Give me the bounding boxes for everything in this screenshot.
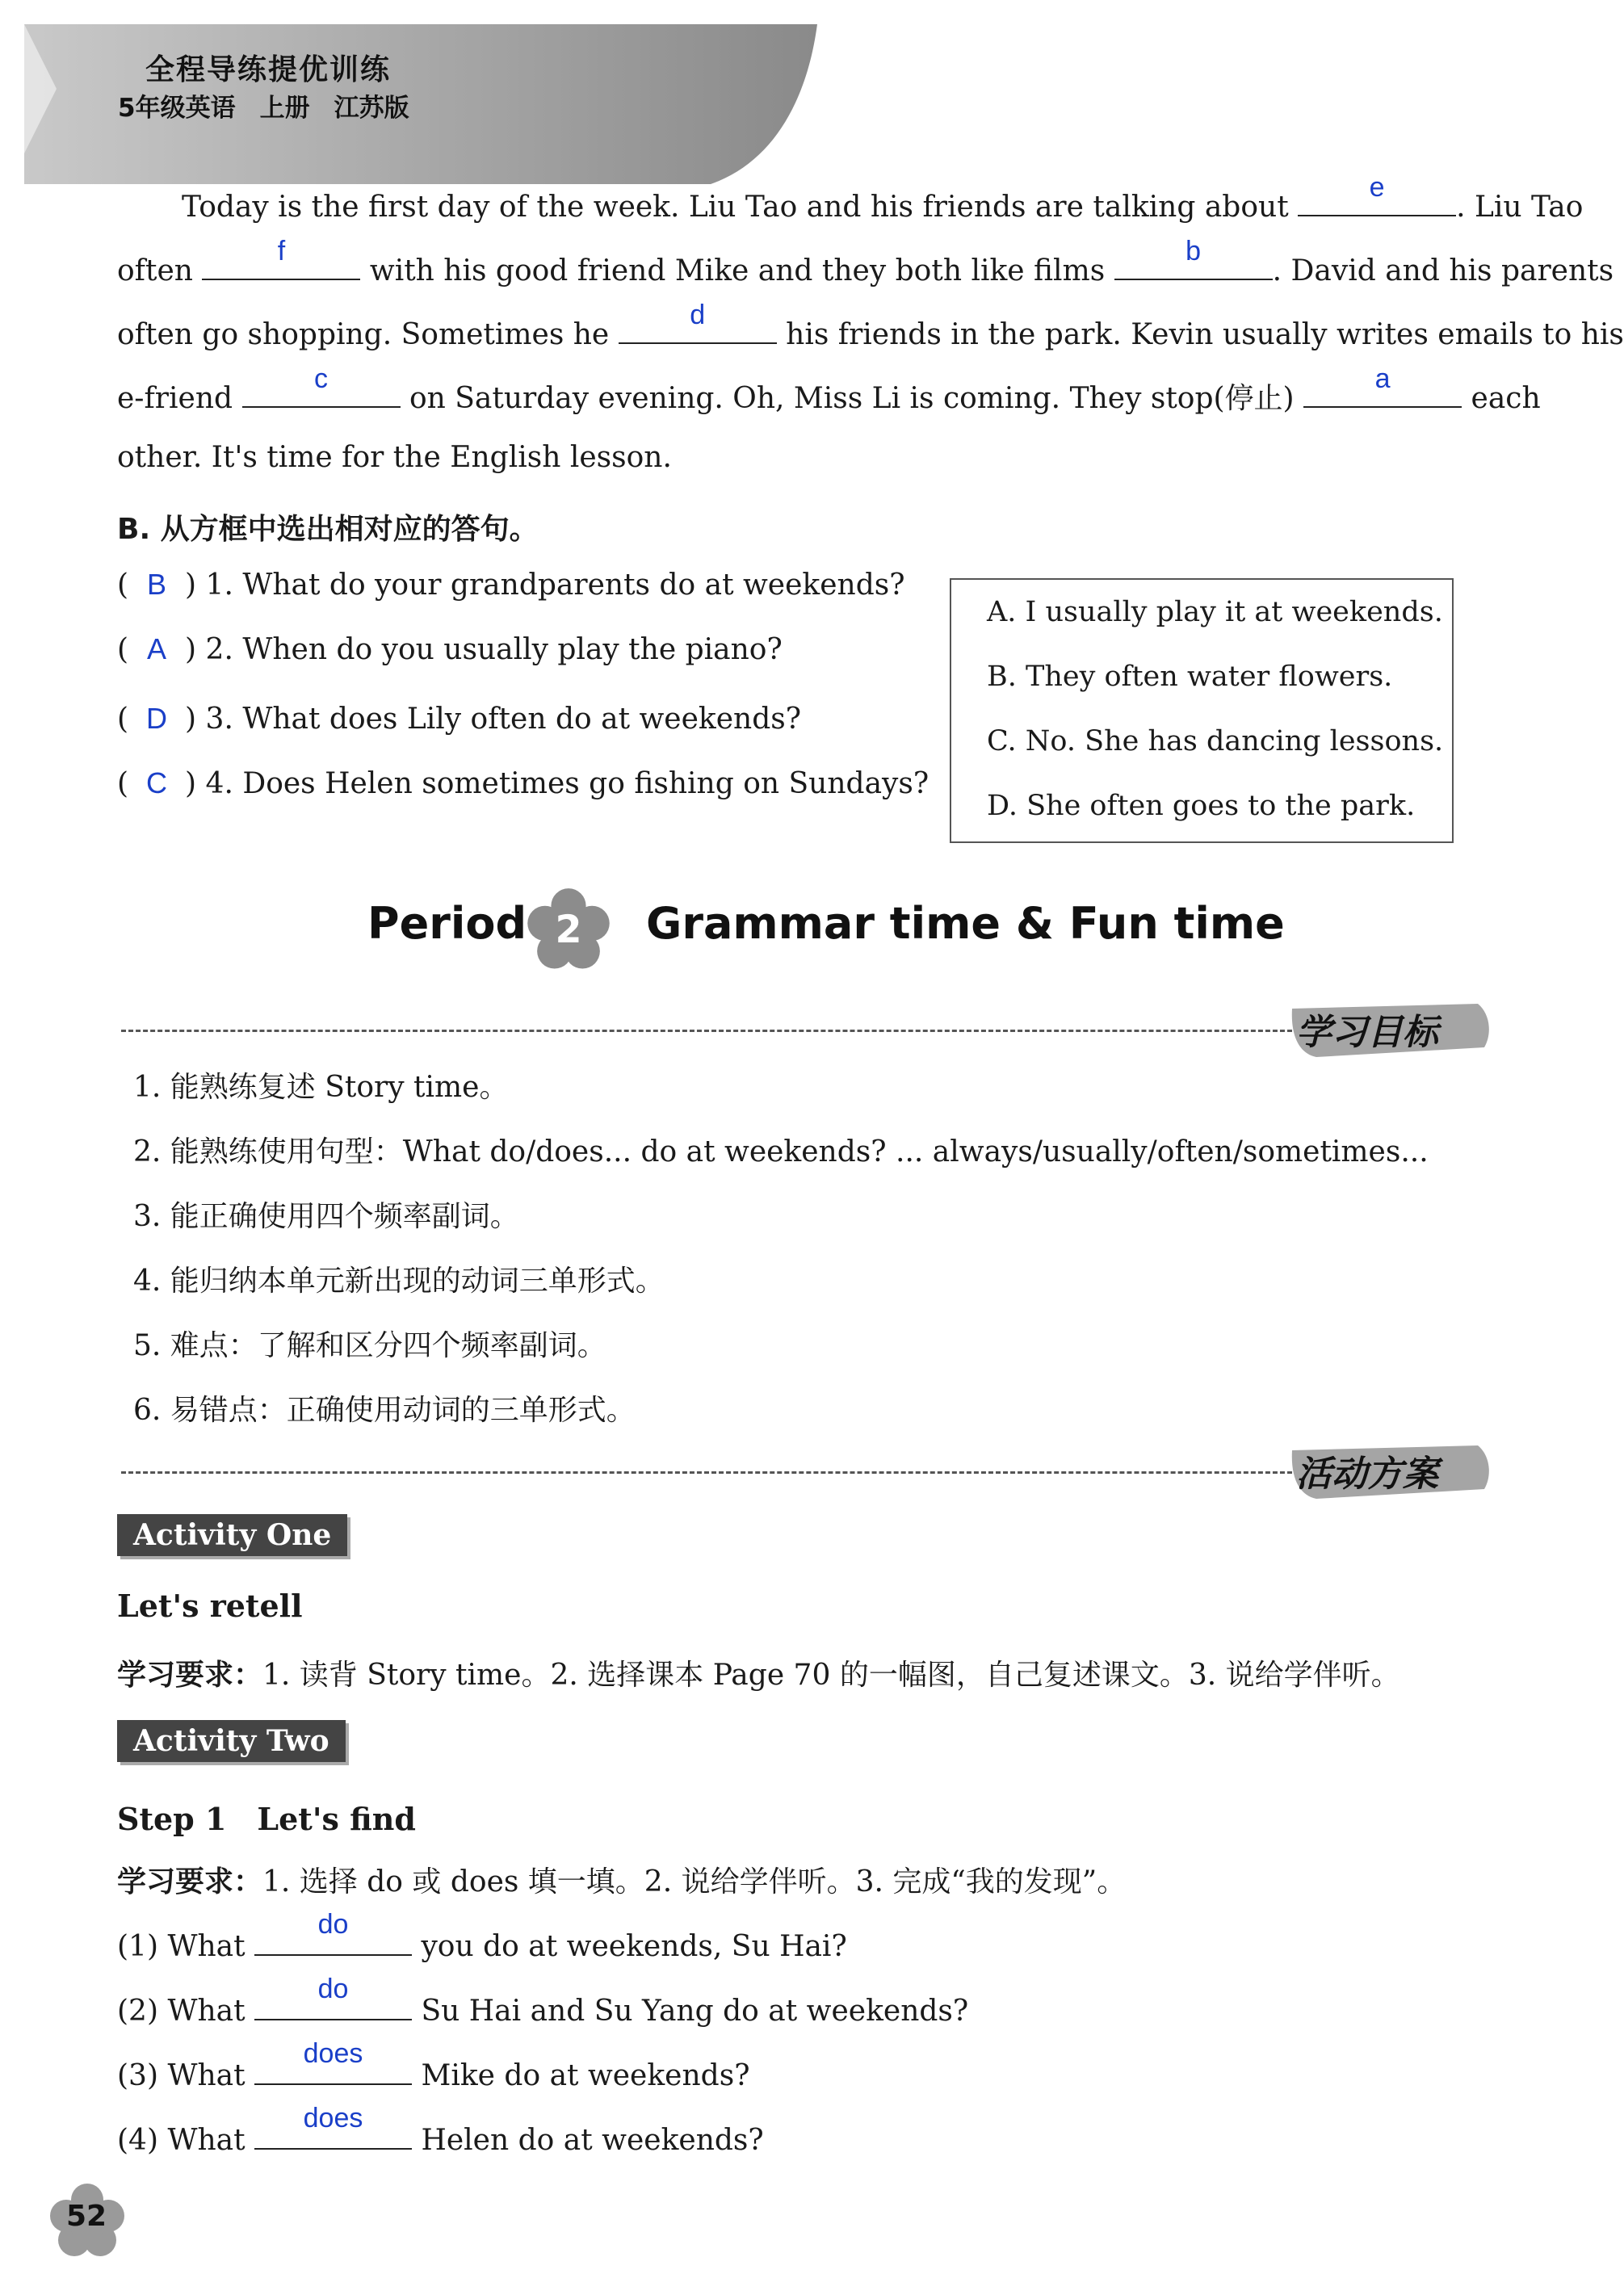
activity-two-label: Activity Two [117, 1720, 346, 1762]
answer-text: c [314, 363, 329, 394]
requirement-line [117, 1859, 1126, 1900]
goal-item: 5. 难点：了解和区分四个频率副词。 [133, 1329, 606, 1362]
question-text: 3. What does Lily often do at weekends? [205, 703, 802, 736]
book-title: 全程导练提优训练 [145, 53, 392, 86]
fill-row [117, 1909, 847, 1963]
option-d: D. She often goes to the park. [987, 790, 1416, 822]
fill-text: Helen do at weekends? [421, 2124, 764, 2157]
answer-text: b [1185, 236, 1202, 266]
edition-label: 江苏版 [334, 94, 409, 123]
fill-row [117, 1974, 969, 2028]
option-a: A. I usually play it at weekends. [987, 596, 1443, 628]
question-text: 2. When do you usually play the piano? [205, 633, 783, 666]
passage-line-3 [117, 300, 1624, 353]
goal-item: 4. 能归纳本单元新出现的动词三单形式。 [133, 1265, 665, 1298]
question-row: ( A ) 2. When do you usually play the piano? [117, 632, 783, 666]
question-row: ( B ) 1. What do your grandparents do at weekends? [117, 568, 905, 602]
answer-text: f [277, 236, 286, 266]
goal-item: 2. 能熟练使用句型：What do/does... do at weekends? ... always/usually/often/sometimes... [133, 1135, 1429, 1168]
answer-blank[interactable] [619, 300, 777, 344]
answer-text: does [303, 2103, 363, 2133]
fill-row [117, 2103, 764, 2157]
divider-line [121, 1471, 1292, 1474]
fill-number: (2) What [117, 1995, 245, 2028]
passage-line-5: other. It's time for the English lesson. [117, 441, 672, 474]
question-row: ( C ) 4. Does Helen sometimes go fishing on Sundays? [117, 766, 929, 800]
option-b: B. They often water flowers. [987, 661, 1393, 693]
fill-row [117, 2038, 750, 2092]
retell-heading: Let's retell [117, 1588, 303, 1624]
question-answer[interactable]: A [147, 632, 167, 665]
divider-line [121, 1030, 1292, 1032]
passage-text: with his good friend Mike and they both like films [369, 254, 1106, 287]
answer-text: e [1369, 172, 1385, 203]
question-answer[interactable]: D [146, 702, 168, 735]
passage-text: each [1471, 382, 1541, 415]
requirement-text: 1. 读背 Story time。2. 选择课本 Page 70 的一幅图，自己复述课文。3. 说给学伴听。 [262, 1659, 1400, 1692]
goal-item: 6. 易错点：正确使用动词的三单形式。 [133, 1394, 636, 1427]
book-subtitle [118, 87, 434, 124]
fill-number: (4) What [117, 2124, 245, 2157]
passage-text: often [117, 254, 193, 287]
passage-text: . Liu Tao [1456, 191, 1584, 224]
passage-text: . David and his parents [1272, 254, 1614, 287]
page-number: 52 [66, 2200, 107, 2233]
goal-item: 3. 能正确使用四个频率副词。 [133, 1200, 519, 1233]
question-answer[interactable]: B [147, 568, 167, 601]
plan-tab: 活动方案 [1296, 1454, 1438, 1495]
fill-text: Su Hai and Su Yang do at weekends? [421, 1995, 969, 2028]
flower-number-icon [525, 887, 612, 974]
answer-text: does [303, 2038, 363, 2069]
activity-one-label: Activity One [117, 1514, 347, 1556]
passage-line-4 [117, 363, 1541, 417]
fill-text: Mike do at weekends? [421, 2059, 750, 2092]
section-b-title: B. 从方框中选出相对应的答句。 [117, 513, 539, 546]
answer-blank[interactable] [1114, 236, 1273, 280]
requirement-label: 学习要求： [117, 1865, 263, 1898]
question-answer[interactable]: C [146, 766, 168, 799]
passage-text: often go shopping. Sometimes he [117, 318, 610, 351]
answer-blank[interactable] [254, 2103, 412, 2150]
passage-text: Today is the first day of the week. Liu Tao and his friends are talking about [182, 191, 1289, 224]
passage-text: his friends in the park. Kevin usually writes emails to his [786, 318, 1624, 351]
passage-text: on Saturday evening. Oh, Miss Li is coming. They stop(停止) [409, 382, 1295, 415]
options-box [950, 578, 1454, 843]
question-row: ( D ) 3. What does Lily often do at weekends? [117, 702, 802, 736]
step-heading: Step 1 Let's find [117, 1801, 416, 1837]
passage-line-1 [182, 172, 1584, 225]
fill-number: (3) What [117, 2059, 245, 2092]
passage-line-2 [117, 236, 1614, 289]
answer-text: d [690, 300, 706, 330]
answer-text: a [1374, 363, 1391, 394]
question-text: 1. What do your grandparents do at weekends? [205, 568, 905, 602]
requirement-label: 学习要求： [117, 1659, 263, 1692]
answer-text: do [317, 1974, 349, 2004]
grade-label: 5年级英语 [118, 94, 236, 123]
fill-text: you do at weekends, Su Hai? [421, 1930, 847, 1963]
goals-tab: 学习目标 [1296, 1012, 1438, 1053]
requirement-text: 1. 选择 do 或 does 填一填。2. 说给学伴听。3. 完成“我的发现”。 [262, 1865, 1127, 1898]
answer-blank[interactable] [254, 1974, 412, 2020]
passage-text: e-friend [117, 382, 233, 415]
goal-item: 1. 能熟练复述 Story time。 [133, 1071, 509, 1104]
answer-blank[interactable] [202, 236, 360, 280]
fill-number: (1) What [117, 1930, 245, 1963]
period-title: Grammar time & Fun time [646, 898, 1285, 949]
answer-text: do [317, 1909, 349, 1940]
answer-blank[interactable] [242, 363, 401, 408]
answer-blank[interactable] [254, 2038, 412, 2085]
answer-blank[interactable] [1298, 172, 1456, 216]
period-word: Period [367, 898, 527, 949]
requirement-line [117, 1652, 1400, 1693]
option-c: C. No. She has dancing lessons. [987, 725, 1444, 757]
period-number: 2 [555, 908, 582, 953]
answer-blank[interactable] [1303, 363, 1462, 408]
answer-blank[interactable] [254, 1909, 412, 1956]
volume-label: 上册 [259, 94, 310, 123]
question-text: 4. Does Helen sometimes go fishing on Sundays? [205, 767, 929, 800]
